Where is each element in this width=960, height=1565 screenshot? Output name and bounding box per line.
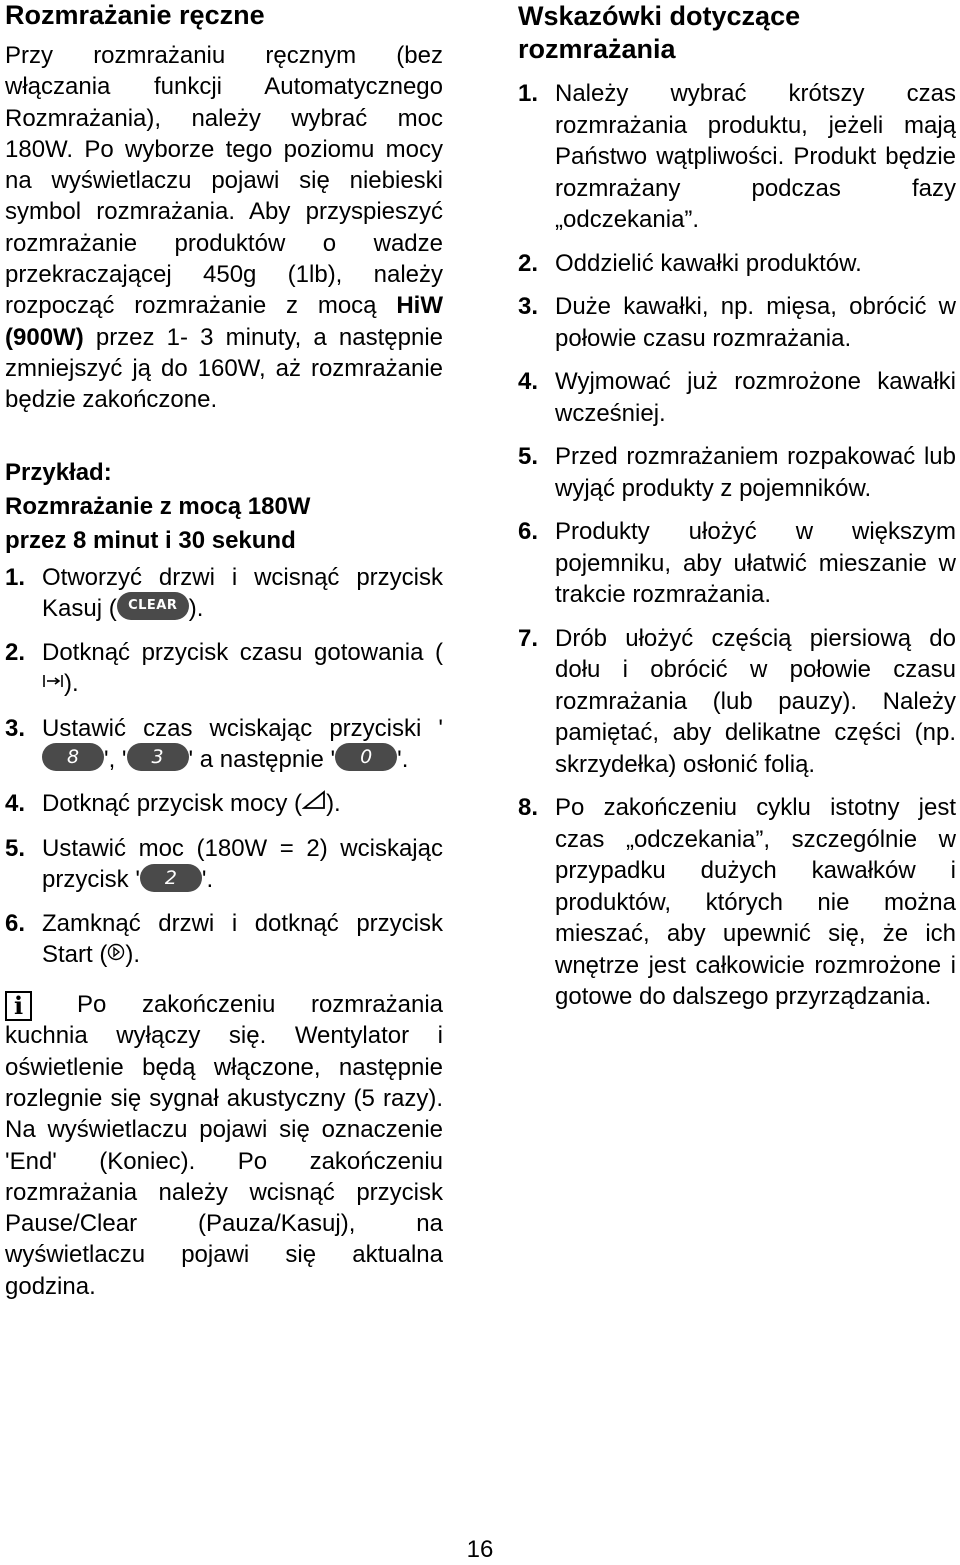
step-text-part: '.	[397, 745, 409, 773]
step-text-part: Zamknąć drzwi i dotknąć przycisk Start (	[42, 909, 443, 968]
power-level-icon	[302, 787, 326, 818]
step-number: 2.	[5, 638, 26, 666]
tip-text: Duże kawałki, np. mięsa, obrócić w połowie czasu rozmrażania.	[555, 293, 956, 352]
page-number: 16	[466, 1536, 494, 1563]
step-text-part: ' a następnie '	[188, 745, 336, 773]
example-heading	[5, 456, 443, 558]
start-icon	[107, 938, 125, 969]
step-item	[5, 908, 443, 971]
clear-key-icon: CLEAR	[117, 592, 189, 620]
tip-item	[518, 792, 956, 1013]
tip-number: 4.	[518, 368, 539, 395]
tip-text: Drób ułożyć częścią piersiową do dołu i obrócić w połowie czasu rozmrażania (lub pauzy). Należy pamiętać, aby delikatne części (np. skrzydełka) osłonić folią.	[555, 624, 956, 778]
step-text	[42, 562, 443, 624]
step-item	[5, 788, 443, 820]
manual-defrost-title: Rozmrażanie ręczne	[5, 0, 265, 30]
defrost-steps	[5, 562, 443, 971]
step-item	[5, 713, 443, 775]
manual-defrost-intro	[5, 40, 443, 416]
digit-8-key-icon: 8	[42, 743, 104, 771]
step-text	[42, 908, 443, 971]
info-note	[5, 989, 443, 1302]
step-text-part: ).	[125, 940, 141, 968]
step-number: 3.	[5, 714, 26, 742]
tip-number: 6.	[518, 518, 539, 545]
tip-item	[518, 441, 956, 504]
intro-text-b: przez 1- 3 minuty, a następnie zmniejszyć ją do 160W, aż rozmrażanie będzie zakończone.	[5, 323, 443, 414]
step-item	[5, 833, 443, 895]
digit-2-key-icon: 2	[140, 864, 202, 892]
tip-item	[518, 366, 956, 429]
digit-3-key-icon: 3	[127, 743, 189, 771]
step-text	[42, 713, 443, 775]
defrost-tips-list	[518, 78, 956, 1013]
step-number: 6.	[5, 909, 26, 937]
tip-text: Należy wybrać krótszy czas rozmrażania produktu, jeżeli mają Państwo wątpliwości. Produkt będzie rozmrażany podczas fazy „odczekania”.	[555, 80, 956, 233]
tip-number: 5.	[518, 443, 539, 470]
step-number: 1.	[5, 563, 26, 591]
info-icon: i	[5, 991, 32, 1021]
tip-item	[518, 78, 956, 236]
step-text-part: Ustawić czas wciskając przyciski '	[42, 714, 443, 742]
step-text-part: Otworzyć drzwi i wcisnąć przycisk Kasuj (	[42, 563, 443, 622]
tip-text: Przed rozmrażaniem rozpakować lub wyjąć produkty z pojemników.	[555, 443, 956, 502]
tip-number: 1.	[518, 80, 539, 107]
tip-item	[518, 623, 956, 781]
step-item	[5, 637, 443, 700]
intro-power-label: HiW (900W)	[5, 292, 443, 351]
step-text-part: ', '	[104, 745, 127, 773]
tip-text: Produkty ułożyć w większym pojemniku, aby ułatwić mieszanie w trakcie rozmrażania.	[555, 518, 956, 608]
cooking-time-icon	[42, 667, 64, 698]
step-text-part: ).	[326, 789, 341, 817]
defrost-tips-title-line2: rozmrażania	[518, 34, 676, 64]
tip-text: Wyjmować już rozmrożone kawałki wcześniej.	[555, 368, 956, 427]
tip-number: 2.	[518, 249, 539, 277]
step-text-part: Ustawić moc (180W = 2) wciskając przycisk '	[42, 834, 443, 893]
info-note-text: Po zakończeniu rozmrażania kuchnia wyłączy się. Wentylator i oświetlenie będą włączone, następnie rozlegnie się sygnał akustyczny (5 razy). Na wyświetlaczu pojawi się oznaczenie 'End' (Koniec). Po zakończeniu rozmrażania należy wcisnąć przycisk Pause/Clear (Pauza/Kasuj), na wyświetlaczu pojawi się aktualna godzina.	[5, 991, 443, 1300]
tip-item	[518, 291, 956, 354]
step-text-part: ).	[64, 669, 79, 697]
example-line-power: Rozmrażanie z mocą 180W	[5, 492, 311, 520]
step-text-part: '.	[201, 865, 214, 893]
digit-0-key-icon: 0	[335, 743, 397, 771]
step-text-part: Dotknąć przycisk mocy (	[42, 789, 303, 817]
tip-number: 3.	[518, 293, 539, 320]
right-column	[518, 0, 956, 1025]
step-text-part: Dotknąć przycisk czasu gotowania (	[42, 638, 443, 666]
intro-text-a: Przy rozmrażaniu ręcznym (bez włączania funkcji Automatycznego Rozmrażania), należy wybrać moc 180W. Po wyborze tego poziomu mocy na wyświetlaczu pojawi się niebieski symbol rozmrażania. Aby przyspieszyć rozmrażanie produktów o wadze przekraczającej 450g (1lb), należy rozpocząć rozmrażanie z mocą	[5, 42, 443, 320]
defrost-tips-title	[518, 0, 956, 66]
tip-item	[518, 248, 956, 280]
tip-number: 7.	[518, 624, 539, 652]
step-text-part: ).	[188, 594, 204, 622]
tip-number: 8.	[518, 794, 539, 821]
step-text	[42, 788, 443, 820]
step-item	[5, 562, 443, 624]
left-column	[5, 0, 443, 1302]
step-text	[42, 833, 443, 895]
tip-text: Po zakończeniu cyklu istotny jest czas „odczekania”, szczególnie w przypadku dużych kawałków i produktów, których nie można mieszać, aby upewnić się, że ich wnętrze jest całkowicie rozmrożone i gotowe do dalszego przyrządzania.	[555, 794, 956, 1010]
example-line-time: przez 8 minut i 30 sekund	[5, 526, 296, 554]
tip-item	[518, 516, 956, 611]
defrost-tips-title-line1: Wskazówki dotyczące	[518, 1, 801, 31]
step-number: 4.	[5, 789, 26, 817]
tip-text: Oddzielić kawałki produktów.	[555, 249, 862, 277]
example-label: Przykład:	[5, 458, 112, 486]
step-number: 5.	[5, 834, 26, 862]
step-text	[42, 637, 443, 700]
